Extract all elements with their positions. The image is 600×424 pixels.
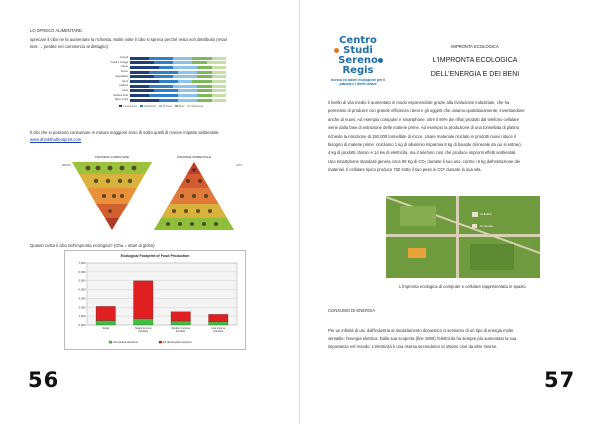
pyramid-low-label: BASSO bbox=[62, 164, 71, 167]
waste-chart-category-label: Pesce bbox=[120, 70, 128, 74]
waste-chart-segment bbox=[212, 94, 226, 97]
footprint-chart-title: Ecological Footprint of Food Production bbox=[120, 254, 190, 258]
double-pyramid-svg bbox=[58, 150, 248, 232]
x-category-label: Low Income bbox=[211, 327, 226, 330]
waste-chart-segment bbox=[197, 89, 211, 92]
waste-chart-row bbox=[86, 84, 226, 88]
right-paragraph-line: Uno smartphone standard genera circa 99 Kg di CO₂ durante il suo uso, contro i 6 kg dell'estrazione dei bbox=[328, 158, 521, 164]
legend-swatch bbox=[159, 341, 162, 343]
legend-label: GH (Global Hectares) bbox=[113, 341, 138, 344]
legend-label: EF (Ecological Footprint) bbox=[163, 341, 192, 344]
map-caption: L'impronta ecologica di computer e cellulare rappresentata in spazio. bbox=[399, 284, 527, 289]
waste-chart-segment bbox=[212, 85, 226, 88]
pyramid-high-label: ALTO bbox=[236, 164, 243, 167]
waste-legend-label: Consumption bbox=[123, 105, 138, 108]
left-title: LO SPRECO ALIMENTARE. bbox=[30, 28, 83, 33]
waste-chart-bar bbox=[130, 57, 226, 60]
right-paragraph-line: materiali. Il cellulare tipico produce 750 sotto il suo peso in CO² durante la sua vita. bbox=[328, 167, 482, 173]
waste-chart-segment bbox=[149, 85, 173, 88]
footprint-bar-segment bbox=[96, 306, 116, 320]
waste-chart-segment bbox=[212, 89, 226, 92]
waste-chart-bar bbox=[130, 85, 226, 88]
waste-chart-segment bbox=[159, 80, 178, 83]
waste-chart-segment bbox=[173, 57, 192, 60]
waste-chart-bar bbox=[130, 94, 226, 97]
left-intro-line-1: sprecare il cibo ne fa aumentare la richiesta. Molte volte il cibo si spreca perché resta non distribuito (retail bbox=[30, 37, 227, 42]
environment-pyramid-title: PIRAMIDE AMBIENTALE bbox=[177, 155, 211, 159]
waste-chart-legend bbox=[116, 105, 203, 108]
right-header-line-1: L'IMPRONTA ECOLOGICA bbox=[432, 57, 518, 64]
waste-chart-segment bbox=[149, 94, 178, 97]
energy-line-3: importanza nel mondo. L'elettricità è una risorsa secondaria! Si ottiene cioè da altre risorse. bbox=[328, 344, 498, 349]
waste-chart-bar bbox=[130, 61, 226, 64]
waste-chart-segment bbox=[212, 75, 226, 78]
left-intro-line-2: loss → perdite nel commercio al dettaglio) bbox=[30, 44, 108, 49]
waste-chart-segment bbox=[130, 66, 159, 69]
right-paragraph-line: anche di nuovi. Ad esempio computer e smartphone: oltre il 90% dei rifiuti prodotti dal telefono cellulare bbox=[328, 116, 520, 122]
waste-chart-segment bbox=[212, 99, 226, 102]
logo-line-3: Sereno bbox=[338, 55, 378, 66]
waste-chart-segment bbox=[178, 89, 197, 92]
waste-chart-segment bbox=[130, 80, 159, 83]
waste-chart-segment bbox=[130, 99, 159, 102]
logo-subtitle: ricerca ed azioni ecologiche per il pianeta e i diritti umani bbox=[330, 78, 386, 87]
waste-chart-category-label: Semi bbox=[122, 79, 128, 83]
waste-chart-row bbox=[86, 61, 226, 65]
legend-swatch bbox=[109, 341, 112, 343]
waste-legend-label: Retail Loss bbox=[191, 105, 204, 108]
footprint-bar-segment bbox=[209, 322, 229, 325]
x-category-label: Families bbox=[138, 330, 149, 333]
right-paragraph-line: richiede la rimozione di 150.000 tonnellate di rocce. Usare materiale riciclato in prodotti nuovi riduce il bbox=[328, 133, 516, 139]
waste-chart-segment bbox=[130, 75, 154, 78]
food-waste-chart bbox=[86, 56, 226, 112]
waste-legend-swatch bbox=[175, 105, 178, 107]
waste-chart-segment bbox=[212, 57, 226, 60]
footprint-bar-segment bbox=[171, 312, 191, 321]
waste-chart-segment bbox=[154, 61, 173, 64]
waste-chart-segment bbox=[173, 75, 197, 78]
right-header-small: IMPRONTA ECOLOGICA bbox=[451, 44, 499, 49]
waste-legend-label: Store bbox=[178, 105, 185, 108]
waste-chart-bar bbox=[130, 71, 226, 74]
centro-studi-logo bbox=[328, 36, 388, 100]
waste-chart-segment bbox=[173, 61, 192, 64]
waste-chart-segment bbox=[197, 85, 211, 88]
logo-dot-icon bbox=[378, 58, 383, 63]
waste-chart-row bbox=[86, 80, 226, 84]
footprint-bar-segment bbox=[171, 321, 191, 325]
waste-legend-label: Process bbox=[163, 105, 172, 108]
right-paragraph-line: permesso di produrre con grande efficienza i beni e gli oggetti che usiamo quotidianamente, inventandone bbox=[328, 108, 525, 114]
y-tick-label: 5,000 bbox=[78, 278, 86, 283]
x-category-label: Single Income bbox=[135, 327, 152, 330]
right-paragraph-line: bisogno di materie prime: ricicliamo 1 kg di alluminio risparmia 8 kg di bauxite (minerale da cui si estrae), bbox=[328, 142, 522, 147]
waste-chart-segment bbox=[178, 94, 197, 97]
waste-chart-segment bbox=[197, 66, 211, 69]
waste-chart-segment bbox=[130, 94, 149, 97]
waste-chart-segment bbox=[192, 80, 211, 83]
waste-legend-swatch bbox=[140, 105, 143, 107]
x-category-label: Medium Income bbox=[171, 327, 190, 330]
waste-legend-swatch bbox=[187, 105, 190, 107]
waste-chart-segment bbox=[197, 71, 211, 74]
y-tick-label: 1,000 bbox=[78, 314, 86, 319]
waste-chart-segment bbox=[212, 80, 226, 83]
waste-chart-segment bbox=[192, 61, 206, 64]
waste-chart-segment bbox=[154, 89, 178, 92]
waste-chart-segment bbox=[212, 71, 226, 74]
left-mid-text: Il cibi che si possono consumare in misura maggiore sono di solito quelli di minore impatto ambientale bbox=[30, 130, 219, 135]
footprint-chart-svg bbox=[65, 251, 245, 349]
map-label-phone: Cellulare bbox=[480, 212, 492, 216]
waste-chart-category-label: Beef, sushi bbox=[115, 98, 128, 102]
waste-chart-row bbox=[86, 65, 226, 69]
double-pyramid-figure bbox=[58, 150, 248, 232]
right-header-line-2: DELL'ENERGIA E DEI BENI bbox=[430, 71, 520, 78]
waste-legend-swatch bbox=[119, 105, 122, 107]
footprint-link[interactable]: www.dhinkthatfootprint.com bbox=[30, 137, 82, 142]
waste-chart-bar bbox=[130, 80, 226, 83]
waste-chart-segment bbox=[197, 99, 211, 102]
waste-chart-segment bbox=[178, 71, 197, 74]
waste-chart-segment bbox=[197, 94, 211, 97]
waste-chart-row bbox=[86, 94, 226, 98]
y-tick-label: 7,000 bbox=[78, 261, 86, 265]
right-paragraph-line: 4 kg di prodotti chimici e 14 kw di elettricità, ma il telefono così che produce impronti effetti ambientali. bbox=[328, 150, 517, 156]
waste-chart-segment bbox=[130, 85, 149, 88]
right-paragraph-line: viene dalla fase di estrazione delle materie prime. Ad esempio la produzione di una tonnellata di platino bbox=[328, 125, 520, 131]
waste-chart-segment bbox=[159, 99, 178, 102]
footprint-map bbox=[386, 196, 540, 278]
waste-chart-category-label: Vegetables bbox=[115, 74, 128, 78]
waste-legend-label: Distribution bbox=[144, 105, 157, 108]
footprint-bar-segment bbox=[96, 321, 116, 325]
waste-chart-bar bbox=[130, 99, 226, 102]
footprint-bar-segment bbox=[209, 314, 229, 322]
waste-chart-category-label: Carne bbox=[120, 65, 128, 69]
page-number-left: 56 bbox=[28, 368, 60, 392]
x-category-label: Families bbox=[213, 330, 224, 333]
waste-chart-category-label: Cereali bbox=[119, 56, 128, 59]
waste-chart-segment bbox=[130, 57, 149, 60]
x-category-label: Steak bbox=[102, 327, 110, 330]
logo-line-4: Regis bbox=[342, 65, 374, 76]
logo-dot-icon bbox=[334, 48, 339, 53]
section-title-energy: CONSUMO DI ENERGIA bbox=[328, 308, 376, 313]
phone-footprint-area bbox=[472, 212, 478, 217]
y-tick-label: 4,000 bbox=[78, 287, 86, 292]
computer-footprint-area bbox=[408, 248, 426, 258]
x-category-label: Families bbox=[175, 330, 186, 333]
waste-chart-bar bbox=[130, 75, 226, 78]
waste-chart-segment bbox=[178, 99, 197, 102]
footprint-bar-segment bbox=[134, 319, 154, 325]
waste-chart-segment bbox=[154, 75, 173, 78]
waste-chart-category-label: Uova bbox=[121, 88, 128, 92]
waste-chart-segment bbox=[130, 61, 154, 64]
waste-chart-bar bbox=[130, 66, 226, 69]
y-tick-label: 6,000 bbox=[78, 269, 86, 274]
right-paragraph-line: Il livello di vita medio è aumentato in modo esponenziale grazie alla rivoluzione industriale, che ha bbox=[328, 100, 510, 105]
waste-chart-row bbox=[86, 56, 226, 60]
waste-chart-segment bbox=[173, 85, 197, 88]
waste-chart-category-label: Latticini bbox=[119, 84, 128, 88]
waste-chart-segment bbox=[192, 57, 211, 60]
waste-chart-segment bbox=[178, 80, 192, 83]
waste-chart-row bbox=[86, 75, 226, 79]
waste-chart-segment bbox=[197, 75, 211, 78]
map-label-computer: Computer bbox=[480, 224, 494, 228]
waste-chart-segment bbox=[173, 66, 197, 69]
food-pyramid-title: PIRAMIDE ALIMENTARE bbox=[94, 155, 130, 159]
energy-line-1: Per un infinità di usi, dall'industria al riscaldamento domestico ci serviamo di un tipo di energia molto bbox=[328, 328, 514, 333]
waste-chart-segment bbox=[149, 57, 173, 60]
y-tick-label: 3,000 bbox=[78, 296, 86, 301]
logo-line-1: Centro bbox=[339, 35, 377, 46]
waste-chart-segment bbox=[149, 71, 178, 74]
waste-chart-segment bbox=[212, 66, 226, 69]
waste-chart-row bbox=[86, 98, 226, 102]
y-tick-label: 2,000 bbox=[78, 305, 86, 310]
footprint-chart bbox=[64, 250, 246, 350]
waste-legend-swatch bbox=[159, 105, 162, 107]
waste-chart-segment bbox=[159, 66, 173, 69]
waste-chart-segment bbox=[130, 89, 154, 92]
waste-chart-segment bbox=[130, 71, 149, 74]
left-question: Quanto costa il cibo nell'impronta ecologica? (Gha = ettari di globo) bbox=[30, 243, 155, 248]
waste-chart-row bbox=[86, 89, 226, 93]
waste-chart-category-label: Globare food bbox=[113, 93, 128, 97]
page-number-right: 57 bbox=[544, 368, 576, 392]
waste-chart-bar bbox=[130, 89, 226, 92]
footprint-bar-segment bbox=[134, 281, 154, 319]
logo-line-2: Studi bbox=[343, 45, 373, 56]
waste-chart-segment bbox=[207, 61, 226, 64]
y-tick-label: 0,000 bbox=[78, 323, 86, 327]
energy-line-2: versatile: l'energia elettrica. Dalla sua scoperta (fine 1800) l'elettricità ha sempre più aumentato la sua bbox=[328, 336, 517, 341]
waste-chart-row bbox=[86, 70, 226, 74]
waste-chart-category-label: Frutta e ortaggi bbox=[110, 60, 128, 64]
